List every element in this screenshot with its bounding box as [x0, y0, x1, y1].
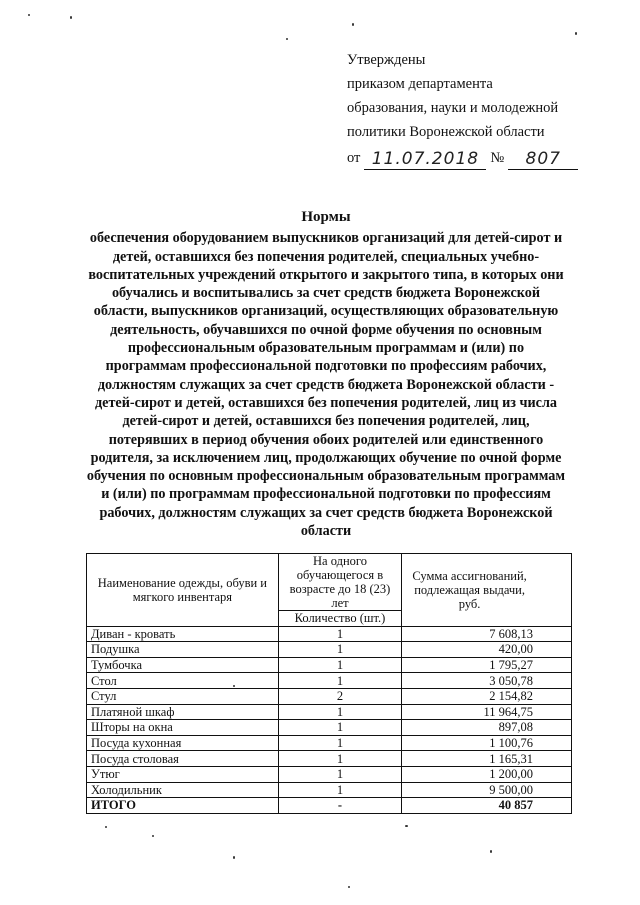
approval-line-4: политики Воронежской области	[347, 124, 545, 140]
row-qty: 1	[278, 704, 401, 720]
scan-speck	[286, 38, 288, 40]
scan-speck	[348, 886, 350, 888]
row-qty: 1	[278, 766, 401, 782]
row-name: Платяной шкаф	[87, 704, 279, 720]
row-qty: 1	[278, 657, 401, 673]
row-sum: 1 200,00	[402, 766, 572, 782]
row-qty: 1	[278, 626, 401, 642]
total-qty: -	[278, 798, 401, 814]
row-sum: 1 795,27	[402, 657, 572, 673]
number-label: №	[490, 150, 505, 166]
row-qty: 1	[278, 751, 401, 767]
row-qty: 1	[278, 673, 401, 689]
header-unit: Количество (шт.)	[278, 611, 401, 627]
header-age: На одного обучающегося в возрасте до 18 (23) лет	[278, 554, 401, 611]
order-number: 807	[508, 149, 578, 170]
row-sum: 1 100,76	[402, 735, 572, 751]
row-sum: 897,08	[402, 720, 572, 736]
row-name: Стул	[87, 688, 279, 704]
row-name: Посуда столовая	[87, 751, 279, 767]
table-row	[87, 642, 572, 658]
scan-speck	[352, 23, 354, 26]
row-name: Подушка	[87, 642, 279, 658]
row-sum: 9 500,00	[402, 782, 572, 798]
approval-block	[347, 48, 607, 170]
table-row	[87, 657, 572, 673]
row-name: Стол	[87, 673, 279, 689]
title-heading: Нормы	[301, 209, 351, 225]
approval-line-3: образования, науки и молодежной	[347, 100, 559, 116]
table-row	[87, 720, 572, 736]
row-qty: 1	[278, 642, 401, 658]
row-name: Утюг	[87, 766, 279, 782]
title-text: обеспечения оборудованием выпускников организаций для детей-сирот и детей, оставшихся без попечения родителей, специальных учебно-воспитательных учреждений открытого и закрытого типа, в которых они обучались и воспитывались за счет средств бюджета Воронежской области, выпускников организаций, осуществляющих образовательную деятельность, обучавшихся по очной форме обучения по основным профессиональным образовательным программам и (или) по программам профессиональной подготовки по профессиям рабочих, должностям служащих за счет средств бюджета Воронежской области - детей-сирот и детей, оставшихся без попечения родителей, лиц из числа детей-сирот и детей, оставшихся без попечения родителей, лиц, потерявших в период обучения обоих родителей или единственного родителя, за исключением лиц, продолжающих обучение по очной форме обучения по основным профессиональным образовательным программам и (или) по программам профессиональной подготовки по профессиям рабочих, должностям служащих за счет средств бюджета Воронежской области	[86, 230, 566, 540]
scan-speck	[28, 14, 30, 16]
row-sum: 1 165,31	[402, 751, 572, 767]
row-name: Шторы на окна	[87, 720, 279, 736]
row-sum: 3 050,78	[402, 673, 572, 689]
table-row	[87, 782, 572, 798]
scan-speck	[490, 850, 492, 853]
from-label: от	[347, 150, 361, 166]
document-title	[86, 208, 566, 540]
row-qty: 1	[278, 782, 401, 798]
norms-table	[86, 553, 572, 814]
scan-speck	[233, 685, 235, 687]
row-qty: 1	[278, 720, 401, 736]
table-header-row	[87, 554, 572, 611]
row-sum: 7 608,13	[402, 626, 572, 642]
row-name: Холодильник	[87, 782, 279, 798]
row-sum: 11 964,75	[402, 704, 572, 720]
approval-line-1: Утверждены	[347, 52, 426, 68]
row-sum: 2 154,82	[402, 688, 572, 704]
row-name: Тумбочка	[87, 657, 279, 673]
row-qty: 2	[278, 688, 401, 704]
table-row	[87, 626, 572, 642]
table-row	[87, 735, 572, 751]
total-row	[87, 798, 572, 814]
header-name: Наименование одежды, обуви и мягкого инвентаря	[87, 554, 279, 627]
scan-speck	[575, 32, 577, 35]
total-name: ИТОГО	[87, 798, 279, 814]
table-row	[87, 751, 572, 767]
scan-speck	[70, 16, 72, 19]
scan-speck	[105, 826, 107, 828]
row-name: Диван - кровать	[87, 626, 279, 642]
table-row	[87, 673, 572, 689]
row-qty: 1	[278, 735, 401, 751]
order-date: 11.07.2018	[364, 149, 486, 170]
row-sum: 420,00	[402, 642, 572, 658]
order-date-number	[347, 146, 607, 170]
scan-speck	[152, 835, 154, 837]
header-sum: Сумма ассигнований, подлежащая выдачи, руб.	[402, 554, 572, 627]
table-row	[87, 766, 572, 782]
table-row	[87, 688, 572, 704]
total-sum: 40 857	[402, 798, 572, 814]
approval-line-2: приказом департамента	[347, 76, 493, 92]
table-row	[87, 704, 572, 720]
row-name: Посуда кухонная	[87, 735, 279, 751]
scan-speck	[233, 856, 235, 859]
scan-speck	[405, 825, 408, 827]
